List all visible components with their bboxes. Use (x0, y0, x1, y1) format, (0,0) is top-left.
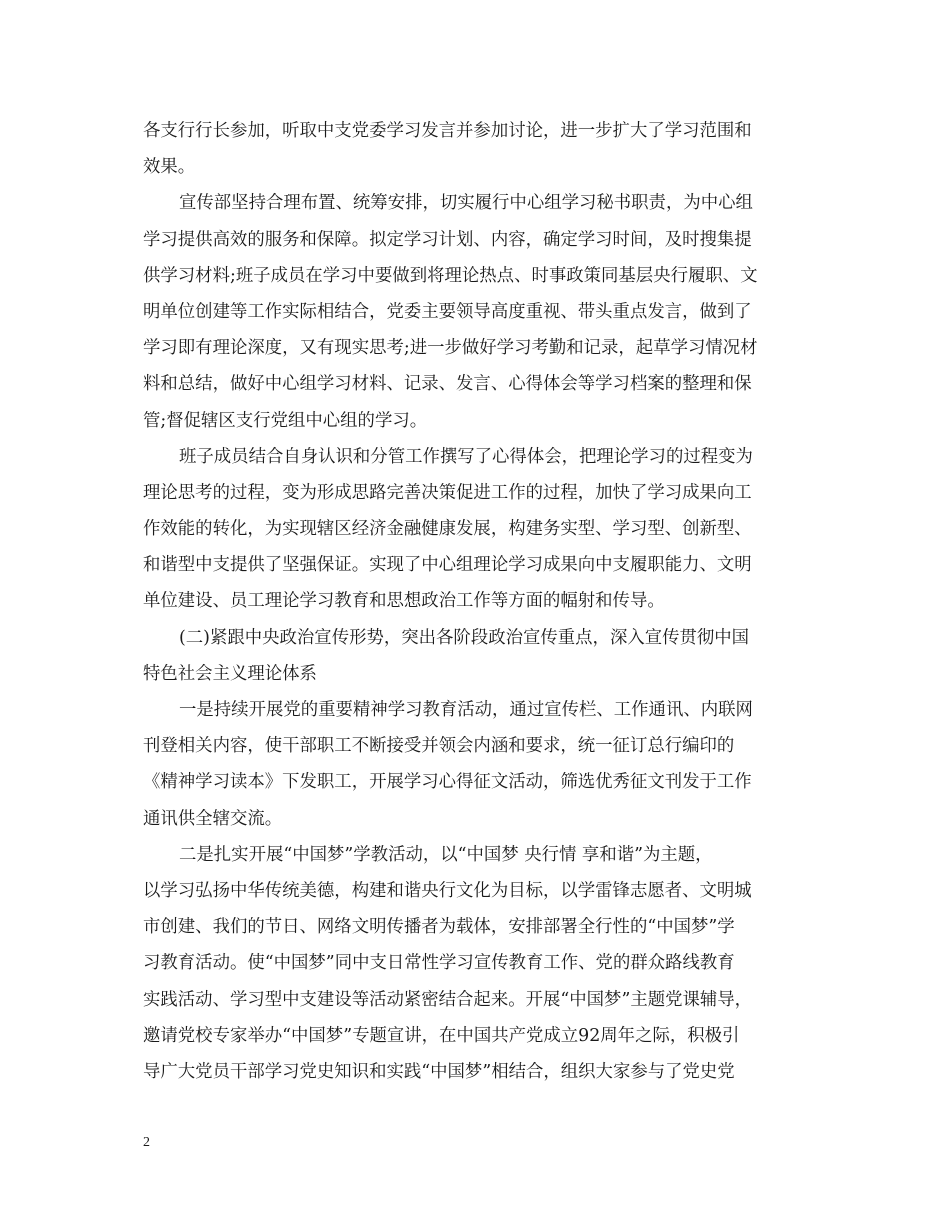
text-line: 和谐型中支提供了坚强保证。实现了中心组理论学习成果向中支履职能力、文明 (143, 555, 752, 576)
text-line: 理论思考的过程，变为形成思路完善决策促进工作的过程，加快了学习成果向工 (143, 482, 752, 503)
text-line: 市创建、我们的节日、网络文明传播者为载体，安排部署全行性的“中国梦”学 (143, 917, 735, 938)
text-line: 导广大党员干部学习党史知识和实践“中国梦”相结合，组织大家参与了党史党 (143, 1061, 735, 1082)
text-line: 单位建设、员工理论学习教育和思想政治工作等方面的幅射和传导。 (143, 591, 665, 612)
text-line: 班子成员结合自身认识和分管工作撰写了心得体会，把理论学习的过程变为 (179, 446, 753, 467)
text-line: 学习提供高效的服务和保障。拟定学习计划、内容，确定学习时间，及时搜集提 (143, 229, 752, 250)
text-line: 刊登相关内容，使干部职工不断接受并领会内涵和要求，统一征订总行编印的 (143, 736, 735, 757)
text-line: 学习即有理论深度，又有现实思考;进一步做好学习考勤和记录，起草学习情况材 (143, 338, 758, 359)
text-line: 各支行行长参加，听取中支党委学习发言并参加讨论，进一步扩大了学习范围和 (143, 121, 752, 141)
text-line: 管;督促辖区支行党组中心组的学习。 (143, 410, 428, 431)
text-line: 通讯供全辖交流。 (143, 808, 283, 829)
text-line: 明单位创建等工作实际相结合，党委主要领导高度重视、带头重点发言，做到了 (143, 301, 752, 322)
text-line: 二是扎实开展“中国梦”学教活动，以“中国梦 央行情 享和谐”为主题， (179, 844, 713, 865)
text-line: 宣传部坚持合理布置、统筹安排，切实履行中心组学习秘书职责，为中心组 (179, 193, 753, 214)
text-line: 料和总结，做好中心组学习材料、记录、发言、心得体会等学习档案的整理和保 (143, 374, 752, 395)
text-line: 特色社会主义理论体系 (143, 663, 317, 684)
text-line: (二)紧跟中央政治宣传形势，突出各阶段政治宣传重点，深入宣传贯彻中国 (179, 627, 750, 648)
text-line: 习教育活动。使“中国梦”同中支日常性学习宣传教育工作、党的群众路线教育 (143, 953, 735, 974)
text-line: 邀请党校专家举办“中国梦”专题宣讲，在中国共产党成立92周年之际，积极引 (143, 1025, 740, 1046)
text-line: 作效能的转化，为实现辖区经济金融健康发展，构建务实型、学习型、创新型、 (143, 519, 752, 540)
page-number: 2 (143, 1135, 150, 1150)
text-line: 一是持续开展党的重要精神学习教育活动，通过宣传栏、工作通讯、内联网 (179, 700, 753, 720)
text-line: 效果。 (143, 157, 196, 178)
text-line: 供学习材料;班子成员在学习中要做到将理论热点、时事政策同基层央行履职、文 (143, 265, 758, 286)
text-line: 实践活动、学习型中支建设等活动紧密结合起来。开展“中国梦”主题党课辅导， (143, 989, 753, 1010)
document-body (143, 113, 813, 1090)
text-line: 以学习弘扬中华传统美德，构建和谐央行文化为目标，以学雷锋志愿者、文明城 (143, 880, 752, 901)
text-line: 《精神学习读本》下发职工，开展学习心得征文活动，筛选优秀征文刊发于工作 (143, 772, 752, 793)
